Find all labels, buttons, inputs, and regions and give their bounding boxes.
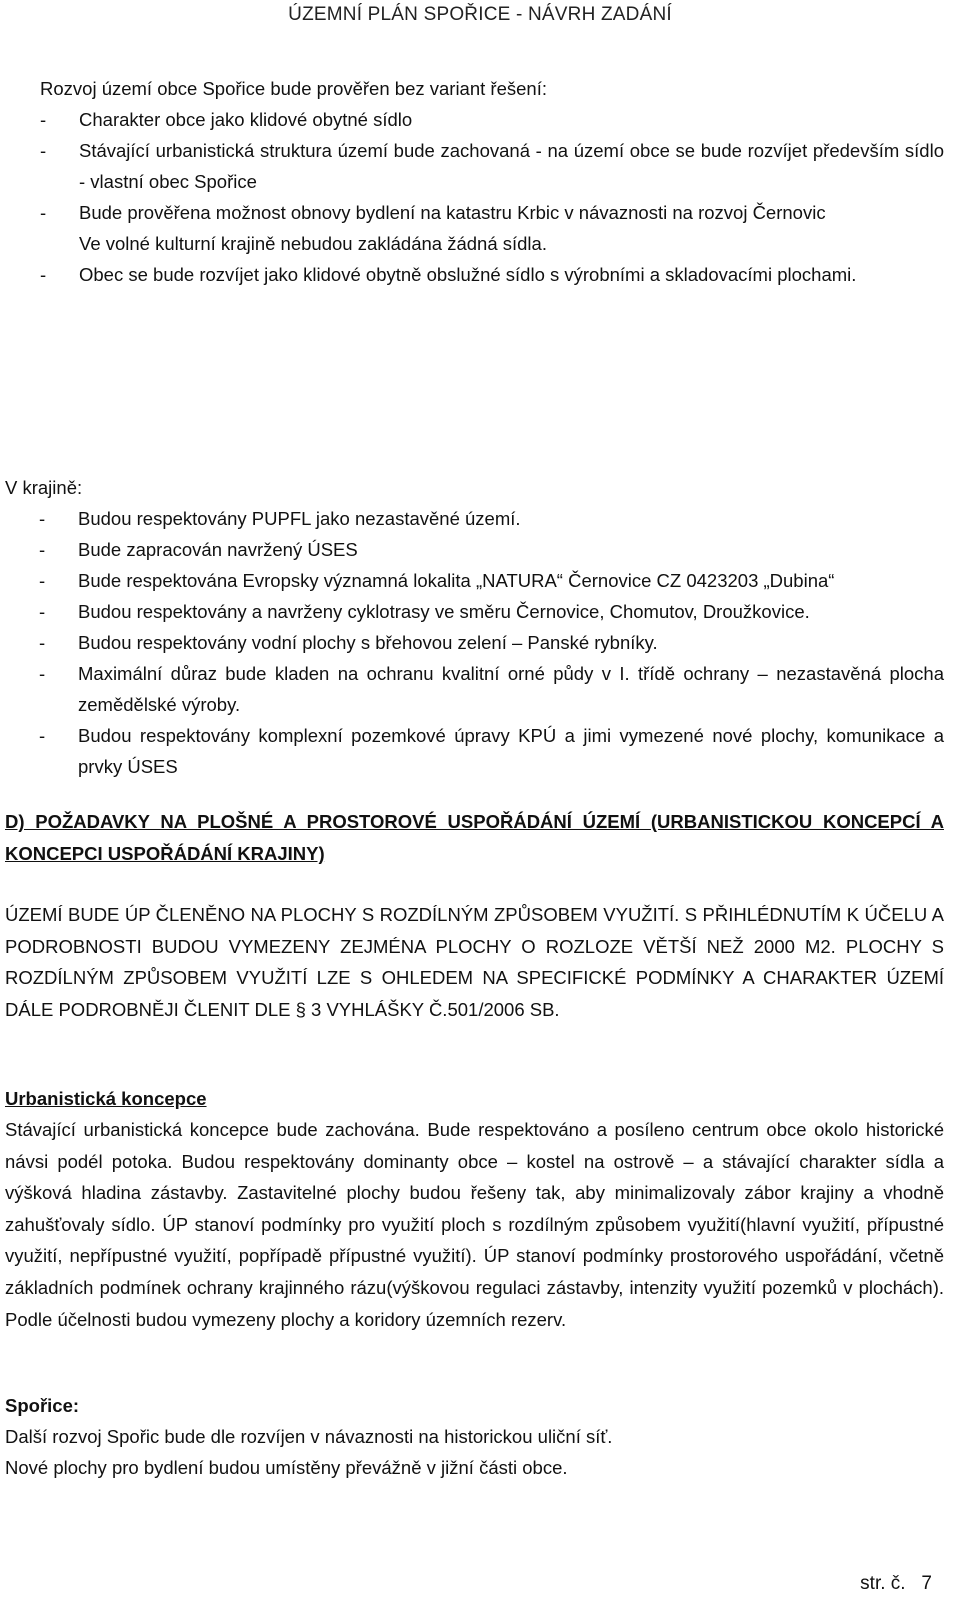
page-label: str. č. xyxy=(860,1573,906,1594)
list-item-text: Budou respektovány a navrženy cyklotrasy ve směru Černovice, Chomutov, Droužkovice. xyxy=(78,601,810,622)
dash-marker: - xyxy=(39,632,46,653)
dash-marker: - xyxy=(40,264,47,285)
dash-marker: - xyxy=(39,725,46,746)
landscape-list xyxy=(5,503,944,782)
list-item xyxy=(5,658,944,720)
development-intro: Rozvoj území obce Spořice bude prověřen bez variant řešení: xyxy=(40,78,547,99)
list-item-text: Obec se bude rozvíjet jako klidové obytně obslužné sídlo s výrobními a skladovacími plochami. xyxy=(79,264,857,285)
list-item-text: Bude zapracován navržený ÚSES xyxy=(78,539,358,560)
page-header: ÚZEMNÍ PLÁN SPOŘICE - NÁVRH ZADÁNÍ xyxy=(288,4,672,25)
list-item xyxy=(5,596,944,627)
list-item xyxy=(5,627,944,658)
list-item xyxy=(5,720,944,782)
continuation-line: Ve volné kulturní krajině nebudou zakládána žádná sídla. xyxy=(79,233,547,254)
list-item-text: Charakter obce jako klidové obytné sídlo xyxy=(79,109,413,130)
sporice-heading: Spořice: xyxy=(5,1395,80,1416)
dash-marker: - xyxy=(39,570,46,591)
landscape-heading: V krajině: xyxy=(5,477,83,498)
list-item xyxy=(40,135,944,197)
development-list-end xyxy=(40,259,944,290)
urban-concept-paragraph: Stávající urbanistická koncepce bude zachována. Bude respektováno a posíleno centrum obce okolo historické návsi podél potoka. Budou respektovány dominanty obce – kostel na ostrově – a stávající charakter sídla a výšková hladina zástavby. Zastavitelné plochy budou řešeny tak, aby minimalizovaly zábor krajiny a vhodně zahušťovaly sídlo. ÚP stanoví podmínky pro využití ploch s rozdílným způsobem využití(hlavní využití, přípustné využití, nepřípustné využití, popřípadě přípustné využití). ÚP stanoví podmínky prostorového uspořádání, včetně základních podmínek ochrany krajinného rázu(výškovou regulaci zástavby, intenzity využití pozemků v plochách). Podle účelnosti budou vymezeny plochy a koridory územních rezerv. xyxy=(5,1119,944,1330)
landscape-section xyxy=(5,503,944,782)
section-d-paragraph: ÚZEMÍ BUDE ÚP ČLENĚNO NA PLOCHY S ROZDÍLNÝM ZPŮSOBEM VYUŽITÍ. S PŘIHLÉDNUTÍM K ÚČELU A PODROBNOSTI BUDOU VYMEZENY ZEJMÉNA PLOCHY O ROZLOZE VĚTŠÍ NEŽ 2000 M2. PLOCHY S ROZDÍLNÝM ZPŮSOBEM VYUŽITÍ LZE S OHLEDEM NA SPECIFICKÉ PODMÍNKY A CHARAKTER ÚZEMÍ DÁLE PODROBNĚJI ČLENIT DLE § 3 VYHLÁŠKY Č.501/2006 SB. xyxy=(5,904,944,1020)
list-item xyxy=(5,503,944,534)
dash-marker: - xyxy=(40,202,47,223)
list-item xyxy=(40,104,944,135)
list-item xyxy=(40,197,944,228)
list-item xyxy=(5,565,944,596)
list-item xyxy=(40,259,944,290)
list-item-text: Budou respektovány PUPFL jako nezastavěné území. xyxy=(78,508,521,529)
dash-marker: - xyxy=(39,663,46,684)
sporice-line: Další rozvoj Spořic bude dle rozvíjen v návaznosti na historickou uliční síť. xyxy=(5,1426,613,1447)
development-list xyxy=(40,104,944,228)
list-item-text: Bude respektována Evropsky významná lokalita „NATURA“ Černovice CZ 0423203 „Dubina“ xyxy=(78,570,835,591)
urban-concept-heading: Urbanistická koncepce xyxy=(5,1088,207,1109)
dash-marker: - xyxy=(39,539,46,560)
sporice-line: Nové plochy pro bydlení budou umístěny převážně v jižní části obce. xyxy=(5,1457,568,1478)
list-item-text: Maximální důraz bude kladen na ochranu kvalitní orné půdy v I. třídě ochrany – nezastavěná plocha zemědělské výroby. xyxy=(78,663,944,715)
section-d-title: D) POŽADAVKY NA PLOŠNÉ A PROSTOROVÉ USPOŘÁDÁNÍ ÚZEMÍ (URBANISTICKOU KONCEPCÍ A KONCEPCI USPOŘÁDÁNÍ KRAJINY) xyxy=(5,811,944,864)
dash-marker: - xyxy=(39,601,46,622)
dash-marker: - xyxy=(40,109,47,130)
list-item-text: Budou respektovány komplexní pozemkové úpravy KPÚ a jimi vymezené nové plochy, komunikace a prvky ÚSES xyxy=(78,725,944,777)
page-number xyxy=(860,1573,932,1595)
dash-marker: - xyxy=(40,140,47,161)
page-number-value: 7 xyxy=(921,1573,932,1594)
list-item-text: Budou respektovány vodní plochy s břehovou zelení – Panské rybníky. xyxy=(78,632,658,653)
list-item xyxy=(5,534,944,565)
list-item-text: Stávající urbanistická struktura území bude zachovaná - na území obce se bude rozvíjet především sídlo - vlastní obec Spořice xyxy=(79,140,944,192)
development-section xyxy=(40,73,944,290)
list-item-text: Bude prověřena možnost obnovy bydlení na katastru Krbic v návaznosti na rozvoj Černovic xyxy=(79,202,826,223)
dash-marker: - xyxy=(39,508,46,529)
sporice-text xyxy=(5,1421,612,1483)
